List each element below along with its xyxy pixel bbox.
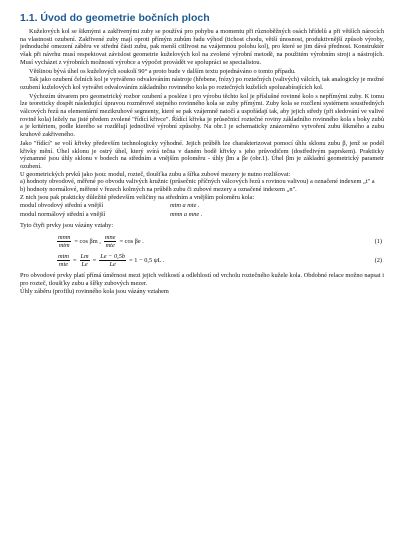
equation-term: = [72, 257, 77, 265]
paragraph-elements: U geometrických prvků jako jsou: modul, rozteč, tloušťka zubu a šířka zubové mezery je nutno rozlišovat: [20, 170, 291, 178]
paragraph-guide-curve: Jako "řídící" se volí křivky především technologicky výhodné. Jejich průběh lze charakterizovat pomocí úhlu sklonu zubu β, jenž se podél křivky mění. Úhel sklonu je ostrý úhel, který svírá tečna v daném bodě křivky s jeho průvodičem (dostředivým paprskem). Prakticky významné jsou úhly sklonu v bodech na středním a vnějším poloměru - úhly βm a βe (obr.1). Úhel βm je základní geometrický parametr ozubení. [20, 139, 384, 170]
paragraph-pressure-angles: Úhly záběru (profilu) rovinného kola jsou vázány vztahem [20, 287, 169, 295]
equation-number: (1) [374, 238, 382, 246]
paragraph-relations: Tyto čtyři prvky jsou vázány vztahy: [20, 222, 114, 230]
equation-term: = 1 − 0,5 ψL . [129, 257, 165, 265]
modulus-row [20, 210, 384, 219]
fraction: $\frac{Le - 0,5b}{Le}$ [100, 253, 126, 269]
list-item-circumferential: a) hodnoty obvodové, měřené po obvodu valivých kružnic (průsečnic příčných válcových řezů s rovinou valivou) a označené indexem „t" a [20, 178, 375, 186]
equation-term: = cos βm , [74, 238, 101, 246]
modulus-value: mtm a mte . [170, 202, 200, 210]
fraction: $\frac{\text{mnm}}{\text{mtm}}$ [58, 234, 71, 250]
equation-1 [20, 234, 384, 249]
paragraph-generation: Tak jako ozubení čelních kol je vytvářeno odvalováním nástroje (hřebene, frézy) po roztečných (valivých) válcích, tak analogicky je možné ozubení kuželových kol vytvářet odvalováním základního rovinného kola po roztečných kuželích spoluzabírajících kol. [20, 76, 384, 91]
equation-term: = cos βe . [119, 238, 144, 246]
paragraph-intro: Kuželových kol se šikmými a zakřivenými zuby se používá pro pohybu a momentu při různoběžných osách hřídelů a při větších nárocích na vlastnosti ozubení. Zakřivené zuby mají oproti přímým zubům řadu výhod (tichost chodu, větší únosnost, produktivnější způsob výroby, jednoduché omezení záběru ve střední části zubu, pak menší citlivost na vzájemnou polohu kol), pro které se jim dává přednost. Konstruktér však při návrhu musí respektovat závislost geometrie kuželových kol na zvolené výrobní metodě, na použitém výrobním stroji a nástrojích. Musí vycházet z výrobních možností výrobce a výpočet provádět ve spolupráci se specialistou. [20, 28, 384, 66]
fraction: $\frac{\text{mne}}{\text{mte}}$ [104, 234, 116, 250]
section-heading: 1.1. Úvod do geometrie bočních ploch [20, 12, 210, 24]
modulus-value: mnm a mne . [170, 211, 203, 219]
paragraph-proportionality: Pro obvodové prvky platí přímá úměrnost mezi jejich velikostí a odlehlostí od vrcholu roztečného kužele kola. Obdobné relace možno napsat i pro rozteč, tloušťky zubu a šířky zubových mezer. [20, 272, 384, 287]
equation-2 [20, 253, 384, 268]
fraction: $\frac{\text{mtm}}{\text{mte}}$ [58, 253, 69, 269]
paragraph-axis-angle: Většinou bývá úhel os kuželových soukolí 90° a proto bude v dalším textu pojednáváno o tomto případu. [29, 67, 296, 75]
fraction: $\frac{Lm}{Le}$ [80, 253, 89, 269]
equation-term: = [92, 257, 97, 265]
list-item-normal: b) hodnoty normálové, měřené v řezech kolmých na průběh zubu či zubové mezery a označené indexem „n". [20, 186, 297, 194]
modulus-label: modul normálový střední a vnější [20, 211, 106, 219]
modulus-row [20, 201, 384, 210]
paragraph-important-values: Z nich jsou pak prakticky důležité především veličiny na středním a vnějším poloměru kola: [20, 193, 255, 201]
modulus-label: modul obvodový střední a vnější [20, 202, 104, 210]
equation-number: (2) [374, 257, 382, 265]
paragraph-base-wheel: Výchozím útvarem pro geometrický rozbor ozubení a posléze i pro výrobu těchto kol je příslušné rovinné kolo s nepřímými zuby. K tomu lze teoreticky dospět následující úpravou rozměrově stejného rovinného kola se zuby přímými. Zuby kola se rozčlení systémem soustředných válcových řezů na elementární mezikruhové segmenty, které se pak vzájemně natočí a uspořádají tak, aby jejich středy (při sledování ve valivé rovině kola) ležely na jisté předem zvolené "řídící křivce". Řídící křivka je průsečnicí roztečné roviny základního rovinného kola s boky zubů a je kritériem, podle kterého se rozdělují jednotlivé výrobní způsoby. Na obr.1 je schematicky znázorněno vytvoření zubu šikmého a zubu kruhově zakřiveného. [20, 92, 384, 139]
